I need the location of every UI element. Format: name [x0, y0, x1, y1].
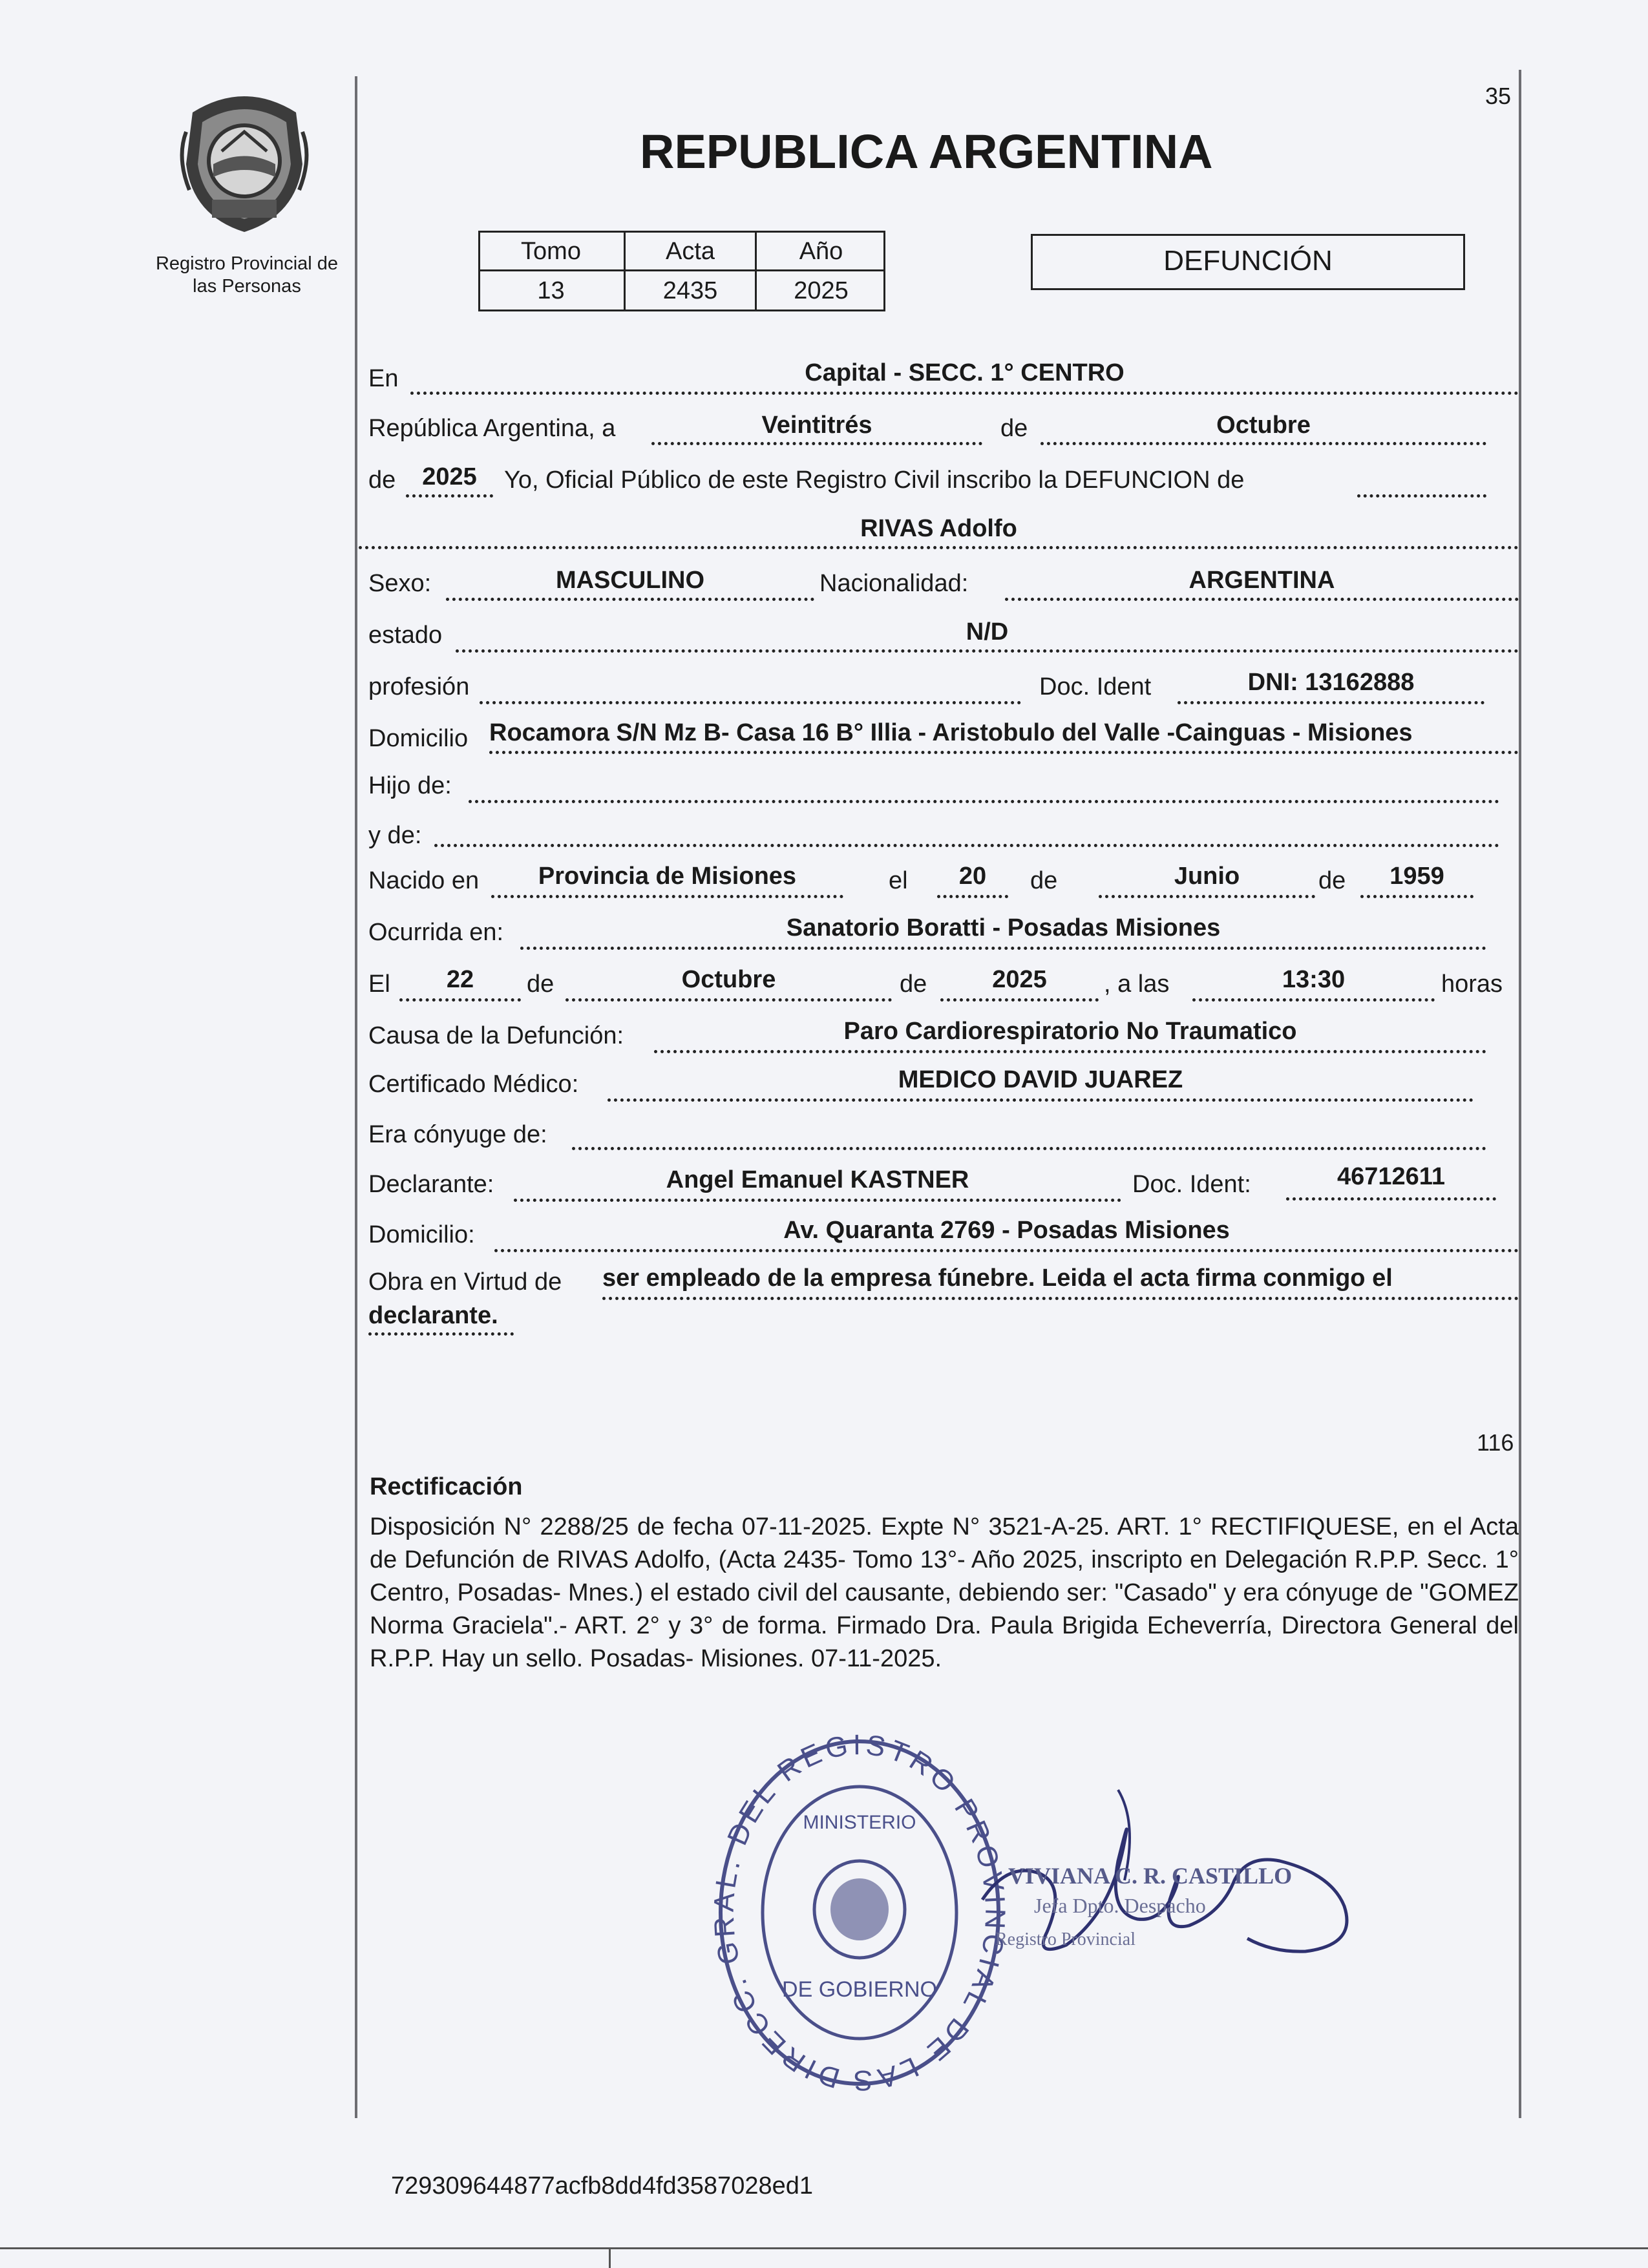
line-birth-day [937, 895, 1008, 898]
value-occurred: Sanatorio Boratti - Posadas Misiones [786, 914, 1221, 941]
label-declarante: Declarante: [368, 1171, 494, 1198]
line-cause [654, 1050, 1486, 1053]
label-doc-ident: Doc. Ident [1039, 673, 1152, 700]
label-certificado: Certificado Médico: [368, 1071, 579, 1098]
line-occurred [520, 947, 1486, 950]
signature [969, 1783, 1389, 2003]
line-place [410, 392, 1519, 395]
line-mother [434, 844, 1499, 847]
svg-text:MINISTERIO: MINISTERIO [803, 1812, 916, 1833]
label-sexo: Sexo: [368, 570, 432, 597]
footer-tick [609, 2247, 611, 2268]
label-doc-ident-2: Doc. Ident: [1132, 1171, 1251, 1198]
rectification-title: Rectificación [370, 1473, 523, 1500]
svg-text:Registro Provincial: Registro Provincial [995, 1929, 1136, 1949]
label-domicilio: Domicilio [368, 725, 469, 752]
line-death-year [940, 998, 1099, 1002]
line-profession [480, 701, 1021, 704]
line-death-day [399, 998, 521, 1002]
svg-text:Jefa Dpto. Despacho: Jefa Dpto. Despacho [1034, 1894, 1206, 1917]
value-basis-line1: ser empleado de la empresa fúnebre. Leida el acta firma conmigo el [602, 1265, 1393, 1292]
registry-name: Registro Provincial de [155, 253, 339, 274]
table-header-acta: Acta [665, 238, 715, 265]
svg-text:VIVIANA C. R. CASTILLO: VIVIANA C. R. CASTILLO [1008, 1863, 1293, 1889]
line-spouse [572, 1147, 1486, 1150]
table-header-tomo: Tomo [521, 238, 581, 265]
line-sex [446, 598, 814, 601]
line-death-month [565, 998, 892, 1002]
right-margin-line [1519, 70, 1521, 2118]
line-declarant-doc [1286, 1197, 1496, 1201]
document-type: DEFUNCIÓN [1163, 245, 1333, 277]
line-nationality [1005, 598, 1519, 601]
label-nacido-en: Nacido en [368, 867, 480, 894]
province-emblem [173, 87, 315, 235]
line-basis [602, 1297, 1519, 1300]
label-de-year: de [368, 467, 396, 494]
label-yo: Yo, Oficial Público de este Registro Civil inscribo la DEFUNCION de [504, 467, 1245, 494]
label-causa: Causa de la Defunción: [368, 1022, 624, 1049]
line-declarant [514, 1199, 1121, 1202]
label-estado: estado [368, 622, 443, 649]
label-y-de: y de: [368, 822, 422, 849]
value-deceased: RIVAS Adolfo [860, 515, 1017, 542]
table-value-ano: 2025 [794, 277, 849, 304]
label-en: En [368, 365, 399, 392]
label-hijo-de: Hijo de: [368, 772, 452, 799]
line-death-time [1192, 998, 1435, 1002]
label-el: el [889, 867, 908, 894]
value-death-year: 2025 [992, 966, 1047, 993]
line-birth-month [1099, 895, 1315, 898]
value-birth-day: 20 [958, 863, 987, 890]
value-year: 2025 [422, 463, 477, 490]
value-death-month: Octubre [681, 966, 776, 993]
label-conyuge: Era cónyuge de: [368, 1121, 547, 1148]
official-stamp [711, 1732, 1008, 2100]
value-declarant-address: Av. Quaranta 2769 - Posadas Misiones [783, 1217, 1230, 1244]
value-sex: MASCULINO [555, 567, 705, 594]
page-number-2: 116 [1477, 1429, 1514, 1456]
value-birth-year: 1959 [1389, 863, 1444, 890]
line-doctor [607, 1098, 1474, 1102]
left-margin-line [355, 76, 357, 2118]
value-death-time: 13:30 [1282, 966, 1346, 993]
svg-text:DE GOBIERNO: DE GOBIERNO [782, 1977, 937, 2002]
value-nationality: ARGENTINA [1188, 567, 1335, 594]
line-birth-place [491, 895, 843, 898]
page-number: 35 [1485, 83, 1512, 109]
label-republica: República Argentina, a [368, 415, 616, 442]
label-de-birth-month: de [1030, 867, 1058, 894]
label-profesion: profesión [368, 673, 470, 700]
label-de-death-year: de [900, 971, 927, 998]
line-month [1041, 442, 1486, 445]
line-deceased [359, 546, 1519, 549]
value-month: Octubre [1216, 412, 1311, 439]
value-death-day: 22 [446, 966, 474, 993]
label-de-birth-year: de [1318, 867, 1346, 894]
line-day [651, 442, 982, 445]
document-hash: 729309644877acfb8dd4fd3587028ed1 [391, 2172, 813, 2200]
table-header-ano: Año [799, 238, 843, 265]
label-a-las: , a las [1104, 971, 1170, 998]
value-doctor: MEDICO DAVID JUAREZ [898, 1066, 1183, 1093]
rectification-body: Disposición N° 2288/25 de fecha 07-11-2025. Expte N° 3521-A-25. ART. 1° RECTIFIQUESE, en el Acta de Defunción de RIVAS Adolfo, (Acta 2435- Tomo 13°- Año 2025, inscripto en Delegación R.P.P. Secc. 1° Centro, Posadas- Mnes.) el estado civil del causante, debiendo ser: "Casado" y era cónyuge de "GOMEZ Norma Graciela".- ART. 2° y 3° de forma. Firmado Dra. Paula Brigida Echeverría, Directora General del R.P.P. Hay un sello. Posadas- Misiones. 07-11-2025. [370, 1513, 1519, 1672]
value-civil-state: N/D [966, 618, 1009, 646]
line-basis-2 [368, 1332, 514, 1336]
label-el-2: El [368, 971, 390, 998]
value-basis-line2: declarante. [368, 1302, 498, 1329]
svg-text:DIRECC. GRAL. DEL REGISTRO PRO: DIRECC. GRAL. DEL REGISTRO PROVINCIAL DE LAS [711, 1732, 1008, 2097]
label-de-death-month: de [527, 971, 555, 998]
value-birth-month: Junio [1174, 863, 1240, 890]
value-day: Veintitrés [761, 412, 872, 439]
value-place: Capital - SECC. 1° CENTRO [805, 359, 1125, 386]
line-declarant-address [494, 1249, 1519, 1252]
line-doc [1178, 701, 1484, 704]
table-value-acta: 2435 [662, 277, 718, 304]
value-declarant: Angel Emanuel KASTNER [666, 1166, 969, 1193]
table-value-tomo: 13 [537, 277, 565, 304]
value-birth-place: Provincia de Misiones [538, 863, 797, 890]
label-ocurrida-en: Ocurrida en: [368, 919, 504, 946]
label-domicilio-2: Domicilio: [368, 1221, 475, 1248]
label-nacionalidad: Nacionalidad: [819, 570, 969, 597]
value-address: Rocamora S/N Mz B- Casa 16 B° Illia - Aristobulo del Valle -Cainguas - Misiones [489, 719, 1413, 746]
value-declarant-doc: 46712611 [1337, 1163, 1445, 1190]
line-yo-tail [1357, 494, 1486, 498]
footer-rule [0, 2247, 1648, 2249]
label-horas: horas [1441, 971, 1503, 998]
value-cause: Paro Cardiorespiratorio No Traumatico [843, 1018, 1297, 1045]
label-de-month: de [1000, 415, 1028, 442]
line-birth-year [1360, 895, 1474, 898]
value-doc: DNI: 13162888 [1247, 669, 1415, 696]
registry-name-2: las Personas [193, 276, 301, 297]
line-father [469, 800, 1499, 803]
line-year [406, 494, 493, 498]
line-address [489, 751, 1519, 754]
line-civil-state [456, 649, 1519, 653]
label-obra: Obra en Virtud de [368, 1268, 562, 1296]
page-title: REPUBLICA ARGENTINA [640, 125, 1213, 178]
